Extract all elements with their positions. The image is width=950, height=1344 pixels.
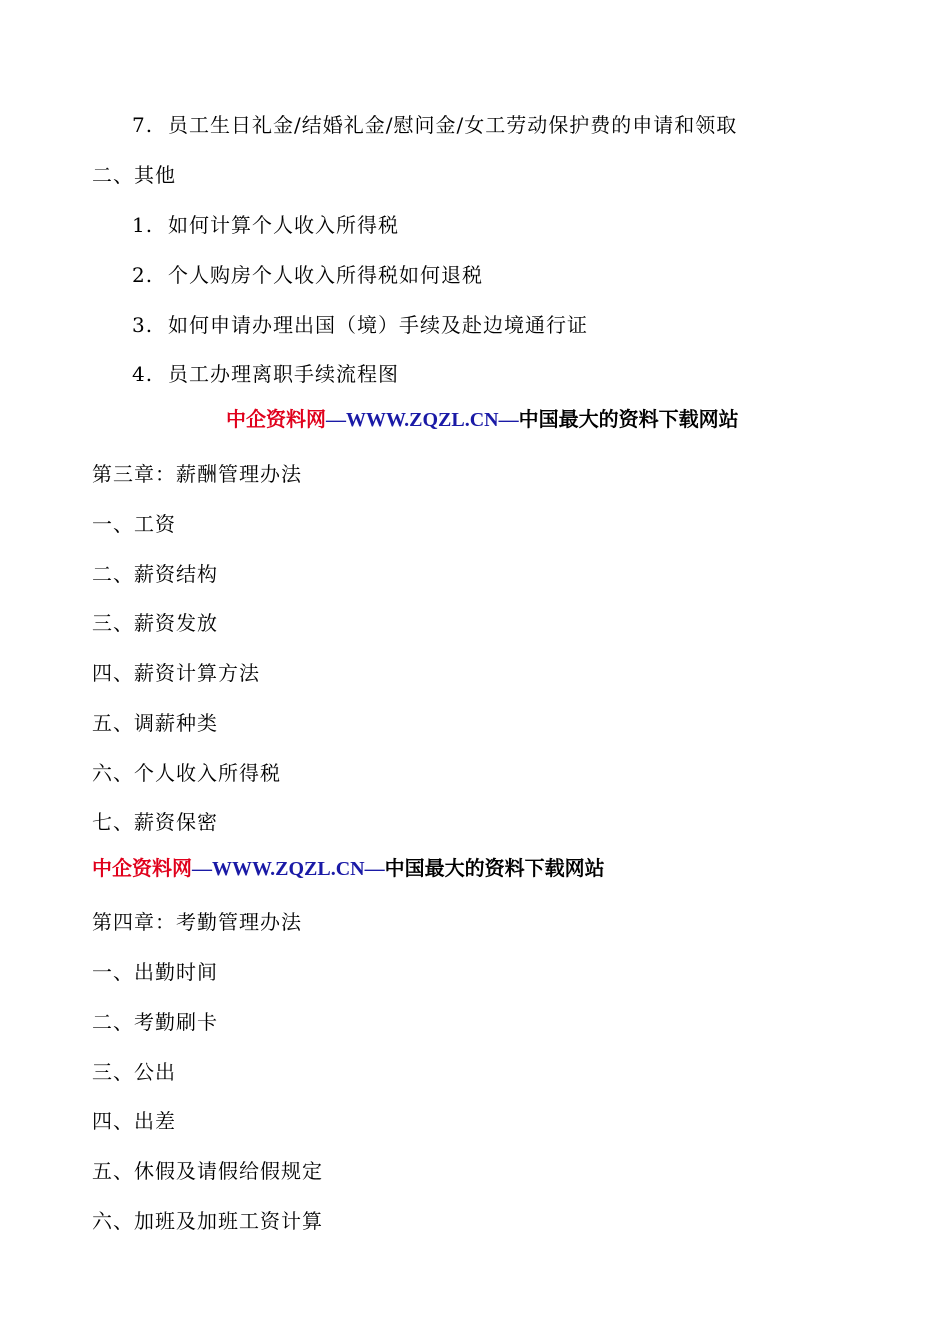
list-item: 三、公出 bbox=[92, 1060, 176, 1084]
list-item bbox=[132, 312, 588, 338]
list-item: 五、休假及请假给假规定 bbox=[92, 1159, 323, 1183]
item-number: 2. bbox=[132, 263, 154, 287]
list-item: 六、加班及加班工资计算 bbox=[92, 1209, 323, 1233]
banner-slogan: 中国最大的资料下载网站 bbox=[384, 858, 605, 880]
item-number: 3. bbox=[132, 313, 154, 337]
list-item bbox=[132, 262, 483, 288]
site-banner bbox=[92, 856, 605, 882]
list-item: 七、薪资保密 bbox=[92, 810, 218, 834]
list-item: 四、出差 bbox=[92, 1109, 176, 1133]
list-item: 二、考勤刷卡 bbox=[92, 1010, 218, 1034]
chapter-title: 第三章：薪酬管理办法 bbox=[92, 462, 302, 486]
item-number: 7. bbox=[132, 113, 154, 137]
list-item: 四、薪资计算方法 bbox=[92, 661, 260, 685]
section-heading: 二、其他 bbox=[92, 163, 176, 187]
chapter-title: 第四章：考勤管理办法 bbox=[92, 910, 302, 934]
banner-slogan: 中国最大的资料下载网站 bbox=[518, 409, 739, 431]
list-item: 二、薪资结构 bbox=[92, 562, 218, 586]
list-item bbox=[132, 212, 399, 238]
list-item bbox=[132, 361, 399, 387]
banner-url: —WWW.ZQZL.CN— bbox=[326, 409, 519, 431]
item-text: 个人购房个人收入所得税如何退税 bbox=[168, 263, 483, 287]
item-text: 员工生日礼金/结婚礼金/慰问金/女工劳动保护费的申请和领取 bbox=[168, 113, 738, 137]
list-item: 六、个人收入所得税 bbox=[92, 761, 281, 785]
banner-site-name: 中企资料网 bbox=[92, 858, 192, 880]
list-item: 一、工资 bbox=[92, 512, 176, 536]
list-item: 五、调薪种类 bbox=[92, 711, 218, 735]
list-item bbox=[132, 112, 737, 138]
site-banner bbox=[226, 407, 739, 433]
item-number: 4. bbox=[132, 362, 154, 386]
item-text: 如何申请办理出国（境）手续及赴边境通行证 bbox=[168, 313, 588, 337]
item-text: 员工办理离职手续流程图 bbox=[168, 362, 399, 386]
banner-site-name: 中企资料网 bbox=[226, 409, 326, 431]
item-number: 1. bbox=[132, 213, 154, 237]
item-text: 如何计算个人收入所得税 bbox=[168, 213, 399, 237]
list-item: 三、薪资发放 bbox=[92, 611, 218, 635]
banner-url: —WWW.ZQZL.CN— bbox=[192, 858, 385, 880]
list-item: 一、出勤时间 bbox=[92, 960, 218, 984]
